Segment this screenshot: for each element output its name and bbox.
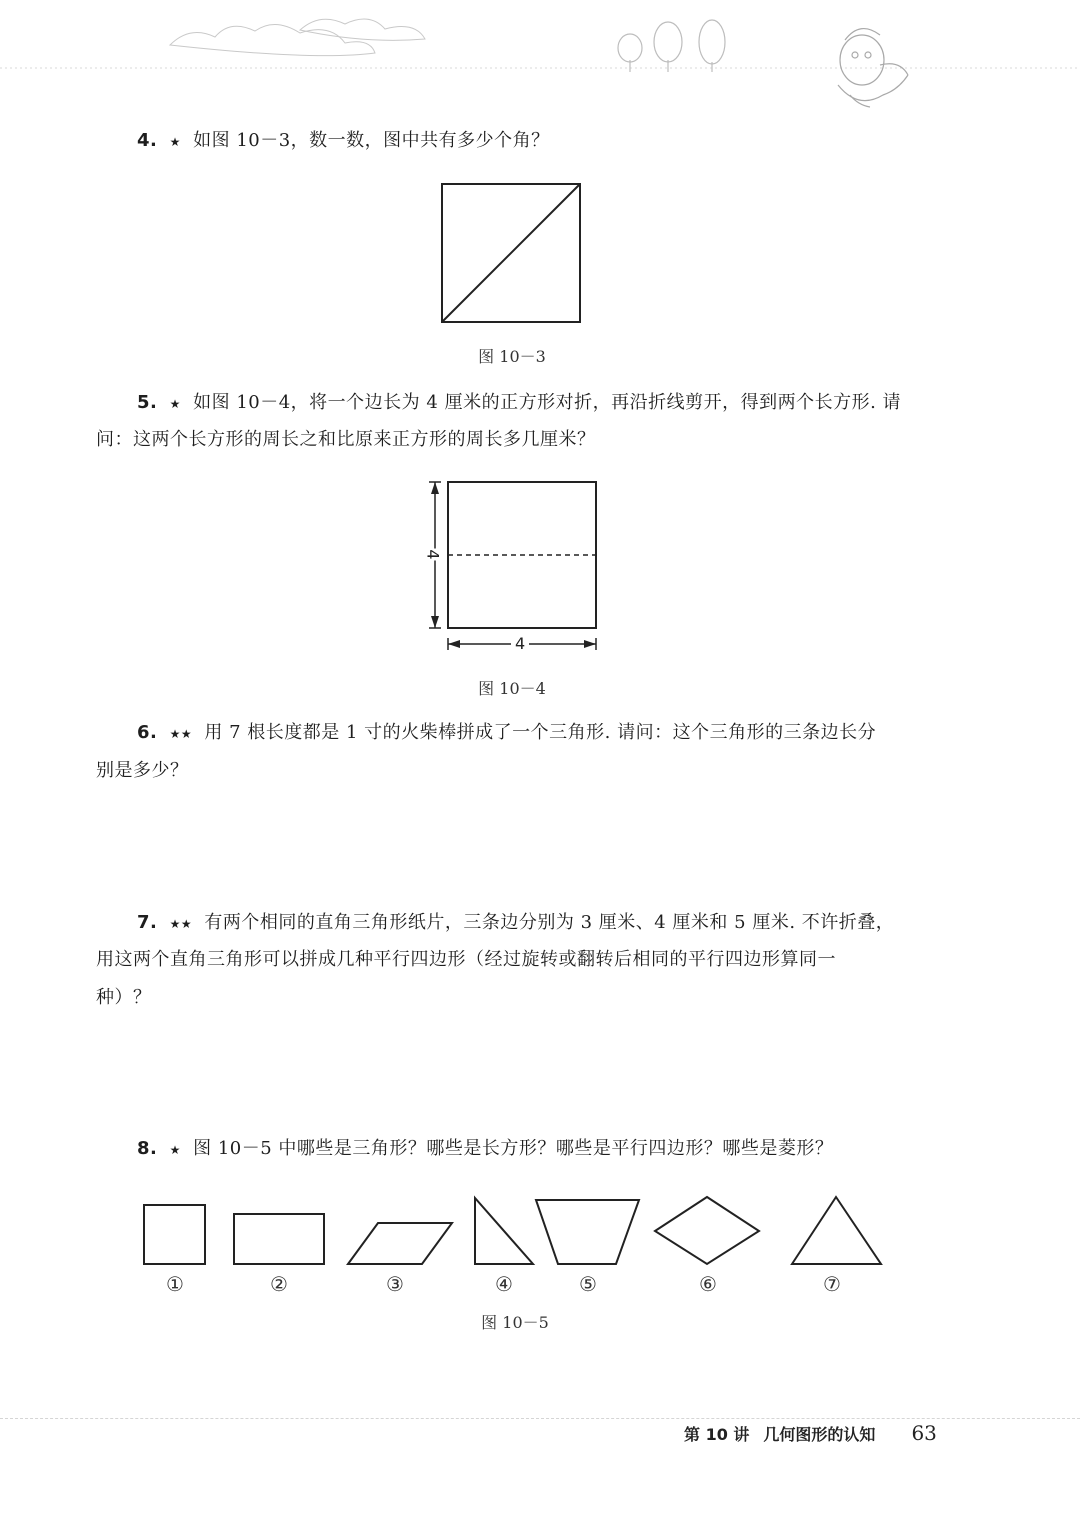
question-number: 7. <box>137 912 158 933</box>
shape-label-4: ④ <box>495 1272 513 1296</box>
question-text-line-2: 别是多少？ <box>96 760 189 781</box>
question-8 <box>137 1130 833 1169</box>
question-text-line-3: 种）？ <box>96 987 152 1008</box>
header-decoration <box>0 0 1080 130</box>
question-text-line-1: 如图 10－4，将一个边长为 4 厘米的正方形对折，再沿折线剪开，得到两个长方形. 请 <box>193 392 902 413</box>
figure-caption: 图 10－4 <box>478 679 546 698</box>
question-text-line-1: 用 7 根长度都是 1 寸的火柴棒拼成了一个三角形. 请问：这个三角形的三条边长分 <box>204 722 877 743</box>
tree-icon <box>618 20 725 72</box>
shape-label-2: ② <box>270 1272 288 1296</box>
shape-label-7: ⑦ <box>823 1272 841 1296</box>
difficulty-stars: ★★ <box>169 727 193 741</box>
question-7 <box>137 904 894 943</box>
question-5 <box>137 384 901 423</box>
question-number: 6. <box>137 722 158 743</box>
shape-3-parallelogram <box>348 1223 452 1264</box>
figure-10-3 <box>440 182 584 325</box>
chapter-number: 第 10 讲 <box>684 1425 750 1444</box>
question-text-line-2: 用这两个直角三角形可以拼成几种平行四边形（经过旋转或翻转后相同的平行四边形算同一 <box>96 949 836 970</box>
shape-6-rhombus <box>655 1197 759 1264</box>
question-text: 图 10－5 中哪些是三角形？哪些是长方形？哪些是平行四边形？哪些是菱形？ <box>193 1138 834 1159</box>
shape-5-trapezoid <box>536 1200 639 1264</box>
diagonal <box>442 184 580 322</box>
shape-label-3: ③ <box>386 1272 404 1296</box>
question-text-line-2: 问：这两个长方形的周长之和比原来正方形的周长多几厘米？ <box>96 429 596 450</box>
question-text: 如图 10－3，数一数，图中共有多少个角？ <box>193 130 550 151</box>
difficulty-stars: ★ <box>169 397 181 411</box>
figure-caption: 图 10－3 <box>478 347 546 366</box>
shape-4-right-triangle <box>475 1198 533 1264</box>
shape-2-rectangle <box>234 1214 324 1264</box>
shape-1-square <box>144 1205 205 1264</box>
difficulty-stars: ★★ <box>169 917 193 931</box>
question-text-line-1: 有两个相同的直角三角形纸片，三条边分别为 3 厘米、4 厘米和 5 厘米. 不许折叠， <box>204 912 895 933</box>
figure-10-5 <box>130 1190 900 1275</box>
footer-divider <box>0 1418 1080 1419</box>
question-4 <box>137 122 550 161</box>
difficulty-stars: ★ <box>169 1143 181 1157</box>
page-footer <box>684 1421 937 1445</box>
page-number: 63 <box>911 1421 937 1445</box>
figure-caption: 图 10－5 <box>481 1313 549 1332</box>
shape-7-triangle <box>792 1197 881 1264</box>
shape-label-6: ⑥ <box>699 1272 717 1296</box>
chapter-title: 几何图形的认知 <box>763 1425 876 1444</box>
side-label-bottom: 4 <box>511 634 529 653</box>
cloud-icon <box>170 19 425 56</box>
difficulty-stars: ★ <box>169 135 181 149</box>
question-6 <box>137 714 876 753</box>
shape-label-5: ⑤ <box>579 1272 597 1296</box>
shape-label-1: ① <box>166 1272 184 1296</box>
question-number: 4. <box>137 130 158 151</box>
question-number: 8. <box>137 1138 158 1159</box>
bird-mascot-icon <box>838 29 908 107</box>
figure-10-4 <box>420 474 610 660</box>
question-number: 5. <box>137 392 158 413</box>
side-label-left: 4 <box>423 549 443 560</box>
